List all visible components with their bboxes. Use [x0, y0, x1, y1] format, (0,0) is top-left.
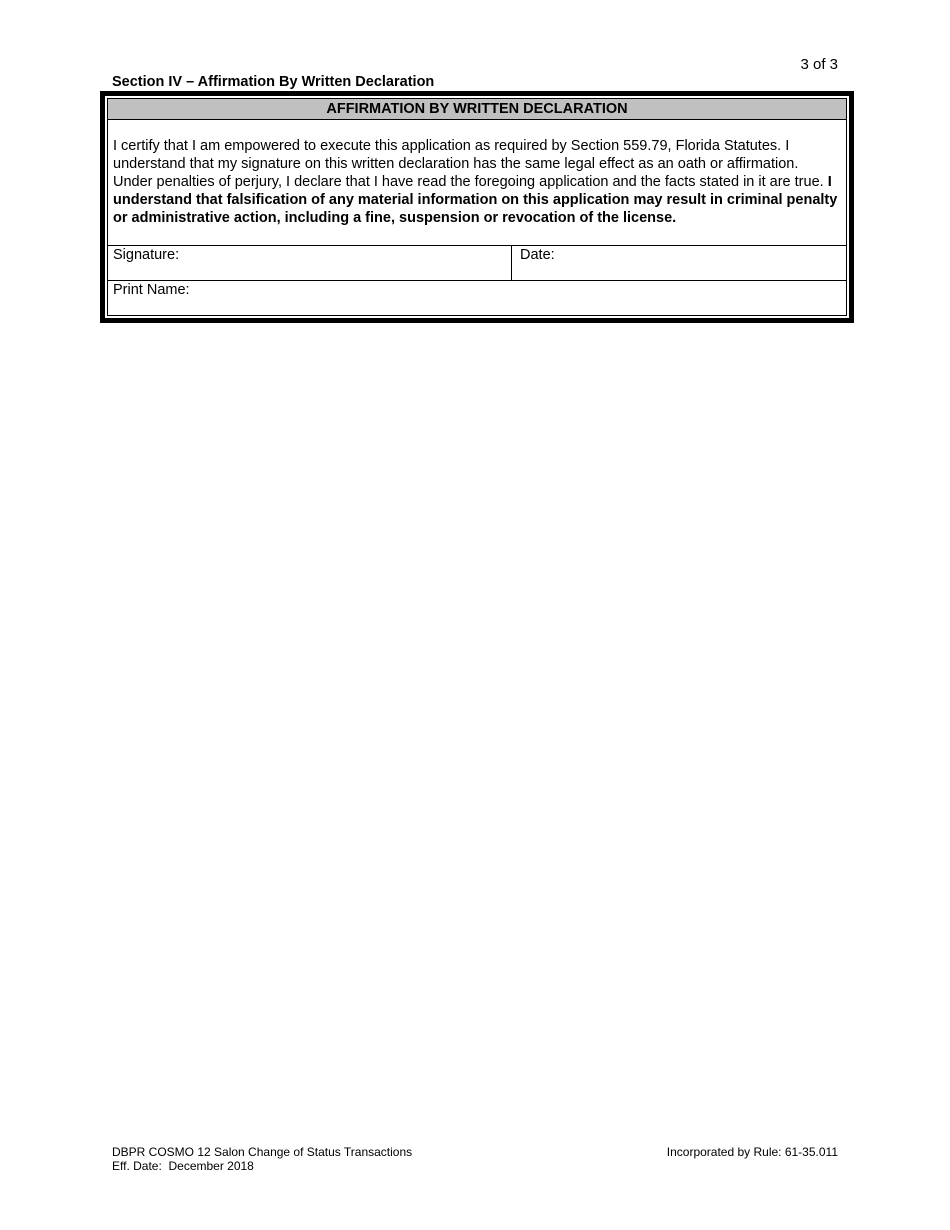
- print-name-field[interactable]: [108, 281, 846, 315]
- affirmation-form-inner: [107, 98, 847, 316]
- print-name-label: Print Name:: [113, 282, 190, 298]
- page-number: 3 of 3: [800, 56, 838, 73]
- form-header: AFFIRMATION BY WRITTEN DECLARATION: [108, 99, 846, 120]
- declaration-text: I certify that I am empowered to execute this application as required by Section 559.79, Florida Statutes. I understand that my signature on this written declaration has the same legal effect as an oath or affirmation. Under penalties of perjury, I declare that I have read the foregoing application and the facts stated in it are true.: [113, 138, 828, 190]
- affirmation-form: [100, 91, 854, 323]
- footer-eff-date: Eff. Date: December 2018: [112, 1159, 254, 1173]
- date-label: Date:: [520, 247, 555, 263]
- signature-field[interactable]: [108, 246, 512, 280]
- signature-date-row: [108, 246, 846, 280]
- declaration-statement: [108, 120, 846, 246]
- footer-left: [112, 1145, 412, 1173]
- signature-label: Signature:: [113, 247, 180, 263]
- footer-right: [667, 1145, 838, 1159]
- footer-rule: Incorporated by Rule: 61-35.011: [666, 1145, 838, 1159]
- print-name-row: [108, 280, 846, 315]
- footer-form-title: DBPR COSMO 12 Salon Change of Status Transactions: [112, 1145, 413, 1159]
- declaration-warning: I understand that falsification of any material information on this application may result in criminal penalty or administrative action, including a fine, suspension or revocation of the license.: [113, 174, 838, 226]
- section-heading: Section IV – Affirmation By Written Declaration: [112, 74, 435, 90]
- date-field[interactable]: [512, 246, 846, 280]
